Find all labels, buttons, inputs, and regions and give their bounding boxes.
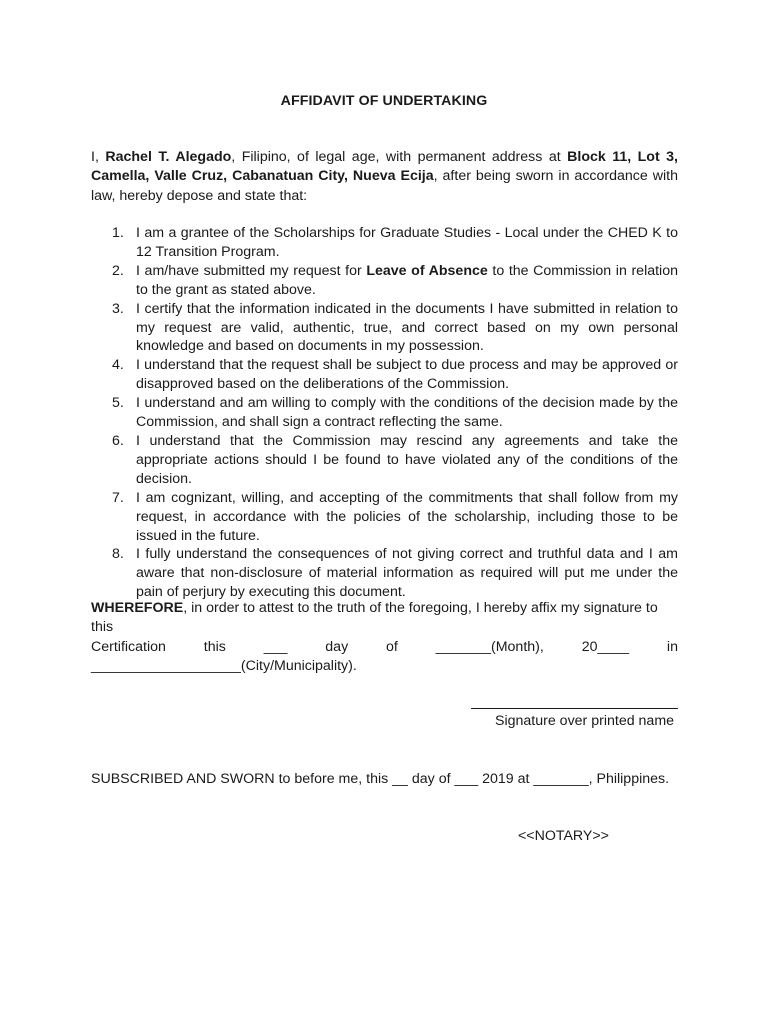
- item-text: I understand that the Commission may rescind any agreements and take the appropriate actions should I be found to have violated any of the conditions of the decision.: [136, 432, 678, 487]
- affiant-name: Rachel T. Alegado: [105, 149, 232, 165]
- intro-text-2: , Filipino, of legal age, with permanent address at: [231, 149, 568, 165]
- item-number: 6.: [112, 432, 124, 449]
- intro-paragraph: [91, 148, 678, 206]
- undertaking-list: [91, 224, 678, 602]
- wherefore-word: day: [325, 638, 349, 655]
- year-blank: 20____: [581, 638, 630, 655]
- list-item: [91, 394, 678, 432]
- day-blank: ___: [263, 638, 288, 655]
- intro-text-3: , after being sworn in accordance with law, hereby depose and state that:: [91, 168, 678, 204]
- month-blank: _______(Month),: [435, 638, 544, 655]
- item-number: 7.: [112, 489, 124, 506]
- jurat-statement: SUBSCRIBED AND SWORN to before me, this __ day of ___ 2019 at _______, Philippines.: [91, 771, 670, 787]
- affiant-address: Block 11, Lot 3, Camella, Valle Cruz, Cabanatuan City, Nueva Ecija: [91, 149, 678, 185]
- list-item: [91, 262, 678, 300]
- wherefore-line-1: [91, 599, 678, 638]
- wherefore-word: Certification: [91, 638, 166, 655]
- signature-label: Signature over printed name: [495, 713, 675, 729]
- item-text: I understand that the request shall be subject to due process and may be approved or disapproved based on the deliberations of the Commission.: [136, 357, 678, 393]
- list-item: [91, 545, 678, 602]
- wherefore-paragraph: [91, 599, 678, 676]
- item-text: I fully understand the consequences of not giving correct and truthful data and I am aware that non-disclosure of material information as required will put me under the pain of perjury by executing this document.: [136, 546, 678, 601]
- item-text-bold: Leave of Absence: [366, 262, 488, 279]
- list-item: [91, 432, 678, 489]
- signature-line: [471, 708, 678, 709]
- item-number: 4.: [112, 357, 124, 374]
- list-item: [91, 356, 678, 394]
- item-number: 8.: [112, 546, 124, 563]
- list-item: [91, 300, 678, 357]
- item-number: 3.: [112, 300, 124, 317]
- wherefore-text: , in order to attest to the truth of the foregoing, I hereby affix my signature to this: [91, 600, 658, 636]
- item-text-post: to the Commission in relation to the grant as stated above.: [136, 262, 678, 298]
- notary-placeholder: <<NOTARY>>: [518, 828, 609, 844]
- item-text-pre: I am/have submitted my request for: [136, 262, 367, 279]
- intro-text-1: I,: [91, 149, 106, 165]
- item-number: 2.: [112, 262, 124, 279]
- city-blank: ___________________(City/Municipality).: [91, 657, 357, 674]
- wherefore-word: this: [203, 638, 226, 655]
- wherefore-word: of: [386, 638, 398, 655]
- list-item: [91, 224, 678, 262]
- item-text: I am cognizant, willing, and accepting of the commitments that shall follow from my request, in accordance with the policies of the scholarship, including those to be issued in the future.: [136, 489, 678, 544]
- document-title: AFFIDAVIT OF UNDERTAKING: [280, 93, 488, 109]
- list-item: [91, 489, 678, 546]
- wherefore-keyword: WHEREFORE: [91, 600, 184, 616]
- item-text: I certify that the information indicated in the documents I have submitted in relation to my request are valid, authentic, true, and correct based on my own personal knowledge and based on documents in my possession.: [136, 300, 678, 355]
- item-text: I understand and am willing to comply with the conditions of the decision made by the Commission, and shall sign a contract reflecting the same.: [136, 395, 678, 431]
- item-text: I am a grantee of the Scholarships for Graduate Studies - Local under the CHED K to 12 Transition Program.: [136, 225, 678, 260]
- item-number: 5.: [112, 395, 124, 412]
- item-number: 1.: [112, 225, 124, 241]
- wherefore-word: in: [666, 638, 678, 655]
- wherefore-line-2: [91, 638, 678, 657]
